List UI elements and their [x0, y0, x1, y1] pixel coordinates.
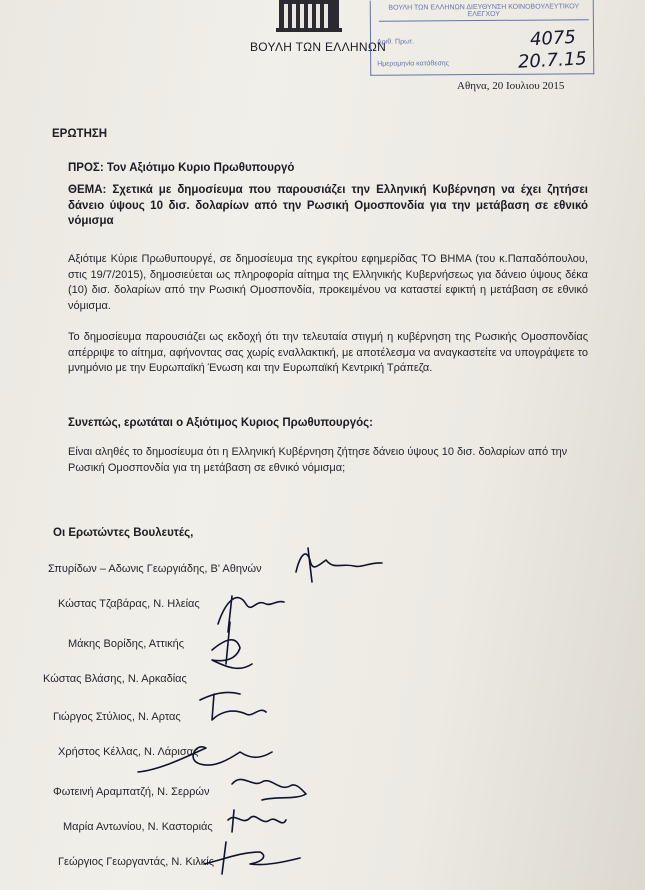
signature-stroke — [218, 596, 284, 632]
recipient-line: ΠΡΟΣ: Τον Αξιότιμο Κυριο Πρωθυπουργό — [68, 162, 295, 174]
parliament-crest-icon — [276, 0, 342, 34]
stamp-heading: ΒΟΥΛΗ ΤΩΝ ΕΛΛΗΝΩΝ ΔΙΕΥΘΥΝΣΗ ΚΟΙΝΟΒΟΥΛΕΥΤΙΚΟΥ ΕΛΕΓΧΟΥ — [379, 3, 589, 21]
institution-name: ΒΟΥΛΗ ΤΩΝ ΕΛΛΗΝΩΝ — [250, 40, 387, 54]
signer-line: Μάκης Βορίδης, Αττικής — [68, 638, 185, 650]
question-text: Είναι αληθές το δημοσίευμα ότι η Ελληνική Κυβέρνηση ζήτησε δάνειο ύψους 10 δισ. δολαρίων από την Ρωσική Ομοσπονδία για τη μετάβαση σε εθνικό νόμισμα; — [68, 446, 568, 474]
signature-stroke — [204, 842, 300, 874]
signer-line: Φωτεινή Αραμπατζή, Ν. Σερρών — [53, 786, 210, 798]
signer-line: Μαρία Αντωνίου, Ν. Καστοριάς — [63, 821, 213, 833]
signature-stroke — [200, 692, 266, 720]
handwritten-protocol-number: 4075 — [529, 26, 577, 51]
signer-line: Γιώργος Στύλιος, Ν. Αρτας — [53, 711, 181, 723]
signers-heading: Οι Ερωτώντες Βουλευτές, — [53, 527, 194, 539]
signature-stroke — [308, 548, 312, 582]
signature-stroke — [212, 622, 252, 668]
signature-stroke — [232, 779, 306, 800]
signer-line: Κώστας Βλάσης, Ν. Αρκαδίας — [43, 673, 187, 685]
handwritten-date: 20.7.15 — [517, 48, 588, 73]
signer-line: Χρήστος Κέλλας, Ν. Λάρισας — [58, 746, 199, 758]
question-intro: Συνεπώς, ερωτάται ο Αξιότιμος Κυριος Πρωθυπουργός: — [68, 417, 373, 429]
document-title: ΕΡΩΤΗΣΗ — [52, 128, 108, 140]
signature-stroke — [296, 554, 382, 572]
signer-line: Σπυρίδων – Αδωνις Γεωργιάδης, Β' Αθηνών — [48, 563, 262, 575]
signer-line: Κώστας Τζαβάρας, Ν. Ηλείας — [58, 598, 200, 610]
stamp-protocol-label: Αριθ. Πρωτ. — [377, 38, 415, 46]
document-date: Αθηνα, 20 Ιουλιου 2015 — [457, 80, 565, 92]
signature-stroke — [228, 810, 286, 832]
stamp-date-label: Ημερομηνία κατάθεσης — [377, 60, 450, 68]
signer-line: Γεώργιος Γεωργαντάς, Ν. Κιλκίς — [58, 856, 214, 868]
subject-line: ΘΕΜΑ: Σχετικά με δημοσίευμα που παρουσιάζει την Ελληνική Κυβέρνηση να έχει ζητήσει δάνειο ύψους 10 δισ. δολαρίων από την Ρωσική Ομοσπονδία για την μετάβαση σε εθνικό νόμισμα — [68, 184, 588, 228]
body-paragraph-1: Αξιότιμε Κύριε Πρωθυπουργέ, σε δημοσίευμα της εγκρίτου εφημερίδας ΤΟ ΒΗΜΑ (του κ.Παπαδόπουλου, στις 19/7/2015), δημοσιεύεται ως πληροφορία αίτημα της Ελληνικής Κυβερνήσεως για δάνειο ύψους δέκα (10) δισ. δολαρίων από την Ρωσική Ομοσπονδία, προκειμένου να καταστεί εφικτή η μετάβαση σε εθνικό νόμισμα. — [68, 253, 588, 312]
body-paragraph-2: Το δημοσίευμα παρουσιάζει ως εκδοχή ότι την τελευταία στιγμή η κυβέρνηση της Ρωσικής Ομοσπονδίας απέρριψε το αίτημα, αφήνοντας σας χωρίς εναλλακτική, με αποτέλεσμα να αναγκαστείτε να υπογράψετε το μνημόνιο με την Ευρωπαϊκή Ένωση και την Ευρωπαϊκή Κεντρική Τράπεζα. — [68, 331, 588, 375]
